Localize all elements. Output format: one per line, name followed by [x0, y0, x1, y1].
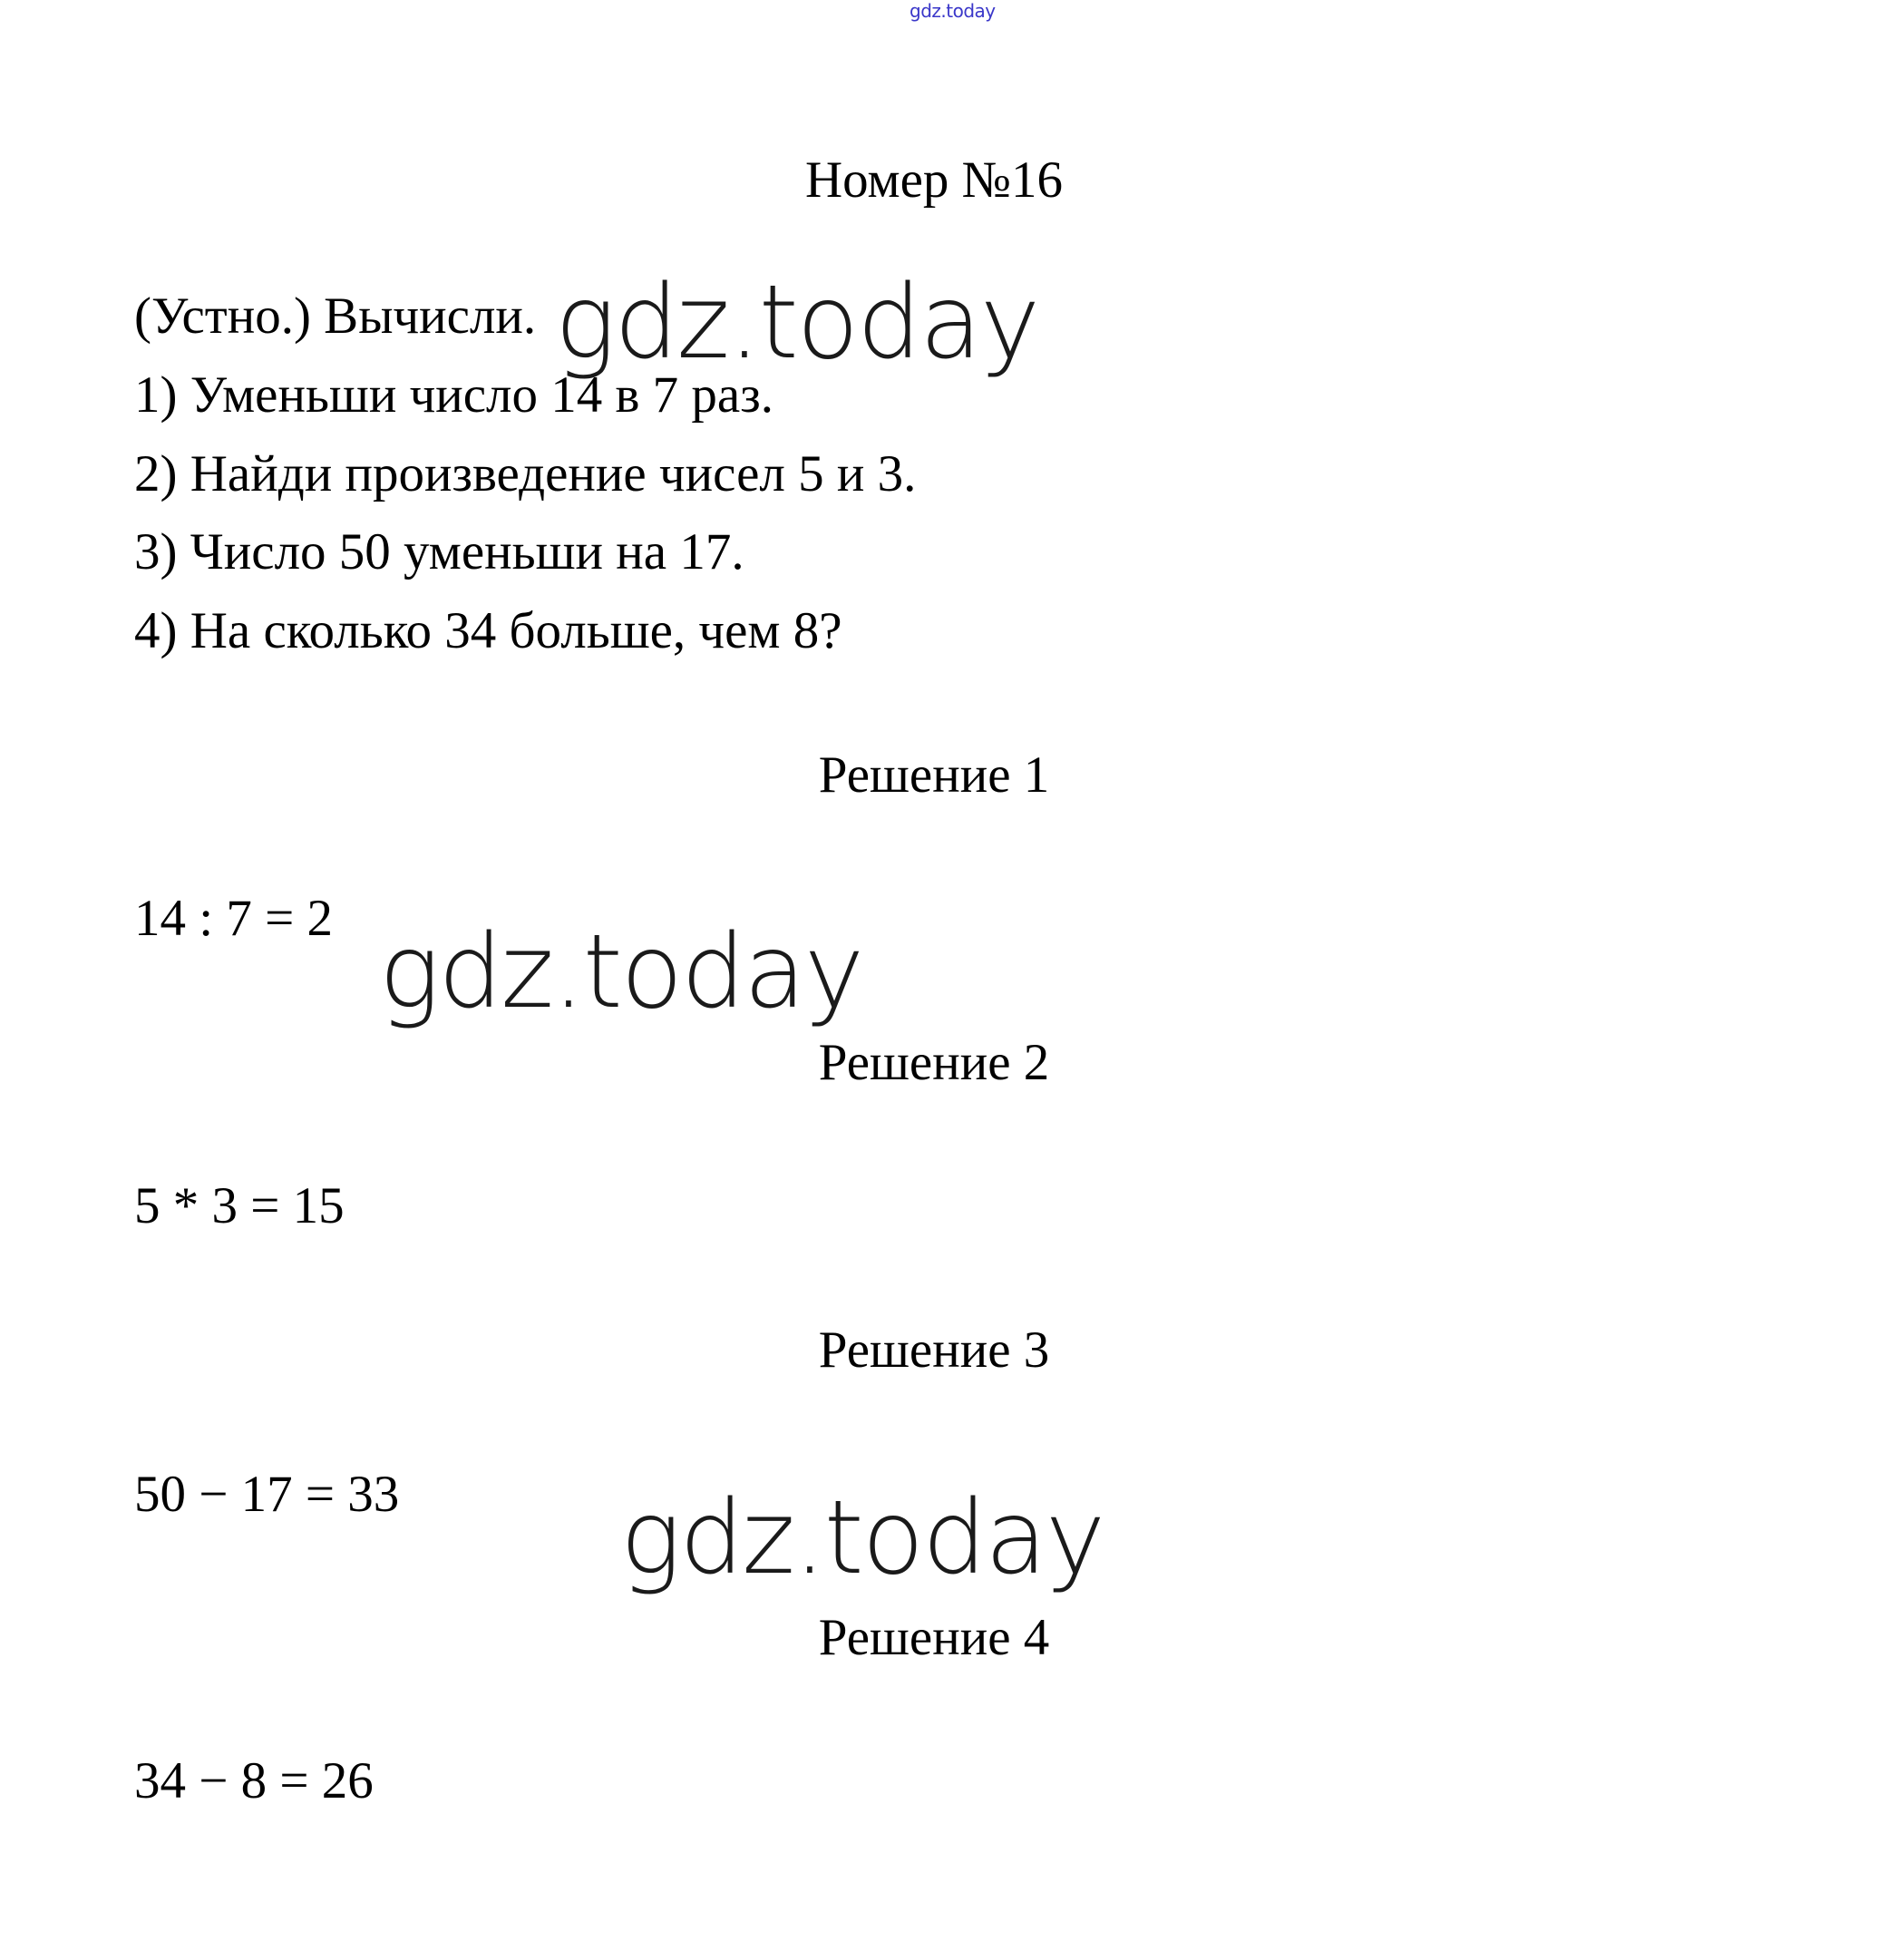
watermark-2: gdz.today — [379, 913, 863, 1031]
watermark-1: gdz.today — [555, 264, 1039, 382]
page-title: Номер №16 — [804, 151, 1064, 209]
site-watermark-small: gdz.today — [910, 0, 996, 22]
watermark-3: gdz.today — [620, 1479, 1104, 1597]
solution-heading-4: Решение 4 — [818, 1609, 1050, 1666]
task-item-4: 4) На сколько 34 больше, чем 8? — [134, 602, 842, 659]
solution-heading-2: Решение 2 — [818, 1034, 1050, 1091]
task-item-2: 2) Найди произведение чисел 5 и 3. — [134, 445, 917, 502]
solution-answer-3: 50 − 17 = 33 — [134, 1466, 400, 1523]
task-item-3: 3) Число 50 уменьши на 17. — [134, 523, 744, 580]
solution-heading-3: Решение 3 — [818, 1321, 1050, 1379]
solution-answer-2: 5 * 3 = 15 — [134, 1177, 345, 1234]
task-intro: (Устно.) Вычисли. — [134, 288, 537, 345]
solution-answer-1: 14 : 7 = 2 — [134, 890, 333, 947]
task-item-1: 1) Уменьши число 14 в 7 раз. — [134, 366, 773, 424]
solution-heading-1: Решение 1 — [818, 746, 1050, 804]
solution-answer-4: 34 − 8 = 26 — [134, 1752, 374, 1809]
